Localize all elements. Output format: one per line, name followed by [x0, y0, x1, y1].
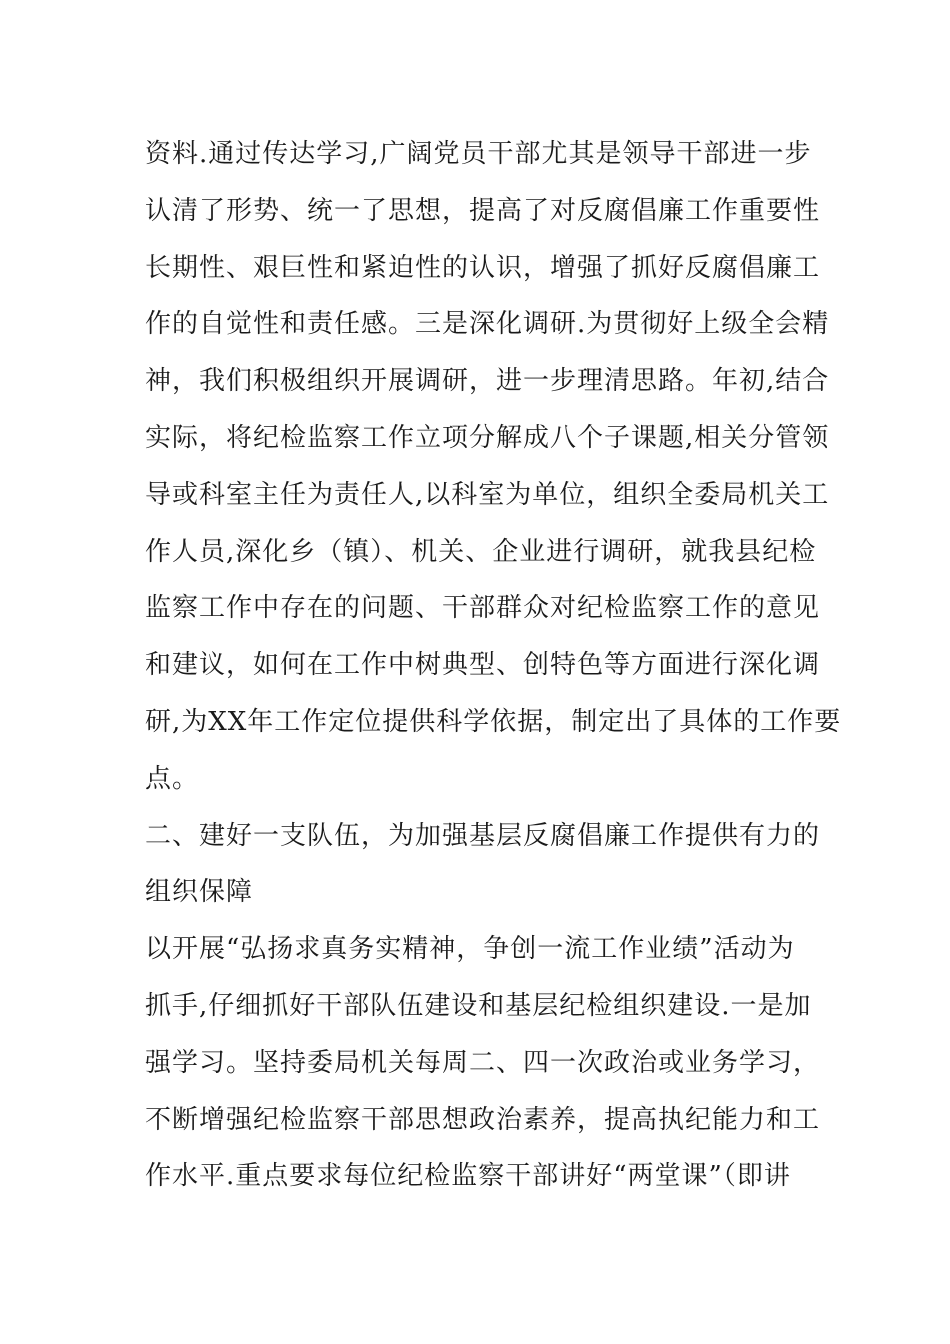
- text-line: 导或科室主任为责任人,以科室为单位，组织全委局机关工: [145, 479, 830, 510]
- text-line: 和建议，如何在工作中树典型、创特色等方面进行深化调: [145, 650, 821, 681]
- section-heading-line: 二、建好一支队伍，为加强基层反腐倡廉工作提供有力的: [145, 820, 821, 851]
- text-line: 点。: [145, 763, 200, 794]
- text-line: 神，我们积极组织开展调研，进一步理清思路。年初,结合: [145, 366, 830, 397]
- text-line: 作的自觉性和责任感。三是深化调研.为贯彻好上级全会精: [145, 309, 830, 340]
- document-body: [145, 126, 842, 1205]
- text-line: 实际，将纪检监察工作立项分解成八个子课题,相关分管领: [145, 422, 830, 453]
- text-line: 不断增强纪检监察干部思想政治素养，提高执纪能力和工: [145, 1104, 821, 1135]
- text-line: 作人员,深化乡（镇）、机关、企业进行调研，就我县纪检: [145, 536, 817, 567]
- text-line: 认清了形势、统一了思想，提高了对反腐倡廉工作重要性: [145, 195, 821, 226]
- text-line: 长期性、艰巨性和紧迫性的认识，增强了抓好反腐倡廉工: [145, 252, 821, 283]
- text-line: 研,为XX年工作定位提供科学依据，制定出了具体的工作要: [145, 706, 842, 737]
- text-line: 资料.通过传达学习,广阔党员干部尤其是领导干部进一步: [145, 139, 812, 169]
- text-line: 作水平.重点要求每位纪检监察干部讲好“两堂课”（即讲: [145, 1161, 791, 1192]
- text-line: 强学习。坚持委局机关每周二、四一次政治或业务学习，: [145, 1047, 821, 1078]
- section-heading-line: 组织保障: [145, 877, 254, 908]
- text-line: 抓手,仔细抓好干部队伍建设和基层纪检组织建设.一是加: [145, 990, 812, 1021]
- text-line: 监察工作中存在的问题、干部群众对纪检监察工作的意见: [145, 593, 821, 624]
- text-line: 以开展“弘扬求真务实精神，争创一流工作业绩”活动为: [145, 934, 795, 965]
